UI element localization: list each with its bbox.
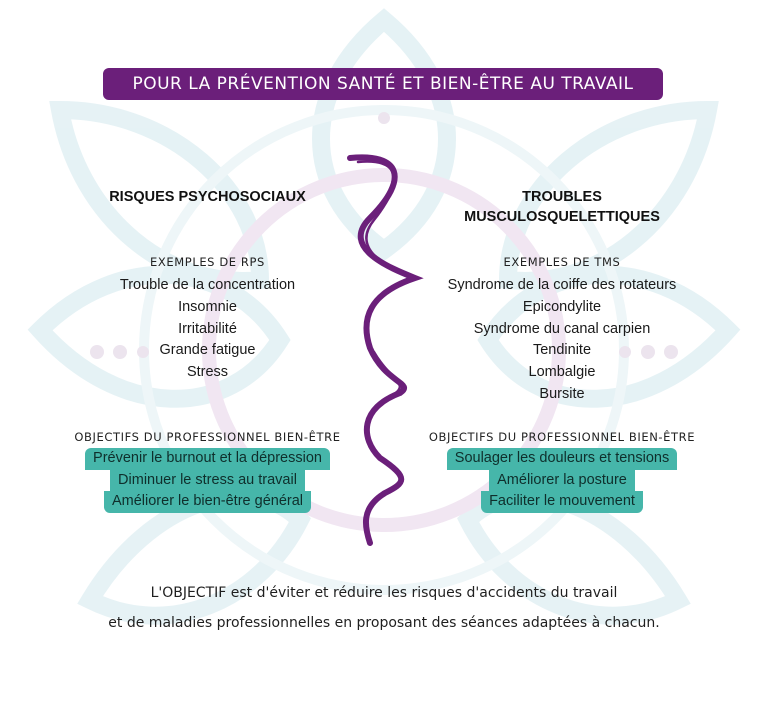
tms-objectives: [412, 448, 712, 513]
tms-heading-line1: TROUBLES: [522, 189, 602, 205]
rps-heading: RISQUES PSYCHOSOCIAUX: [109, 189, 306, 205]
list-item: Trouble de la concentration: [119, 277, 296, 293]
footer-text: [60, 578, 708, 638]
footer-line2: et de maladies professionnelles en proposant des séances adaptées à chacun.: [108, 615, 660, 631]
banner-title: POUR LA PRÉVENTION SANTÉ ET BIEN-ÊTRE AU TRAVAIL: [103, 68, 663, 100]
objective-pill: Faciliter le mouvement: [481, 491, 643, 513]
rps-examples-title: EXEMPLES DE RPS: [150, 255, 265, 269]
rps-objectives: [60, 448, 355, 513]
list-item: Tendinite: [532, 342, 592, 359]
list-item: Stress: [186, 364, 229, 381]
tms-examples-list: [412, 275, 712, 406]
list-item: Insomnie: [178, 298, 237, 315]
objective-pill: Prévenir le burnout et la dépression: [85, 448, 330, 470]
footer-line1: L'OBJECTIF est d'éviter et réduire les risques d'accidents du travail: [150, 585, 618, 601]
objective-pill: Soulager les douleurs et tensions: [447, 448, 677, 470]
list-item: Lombalgie: [528, 364, 596, 381]
rps-examples-list: [60, 275, 355, 384]
objective-pill: Diminuer le stress au travail: [110, 470, 305, 492]
tms-heading-line2: MUSCULOSQUELETTIQUES: [464, 209, 660, 225]
objective-pill: Améliorer le bien-être général: [104, 491, 311, 513]
list-item: Grande fatigue: [159, 342, 256, 359]
objective-pill: Améliorer la posture: [489, 470, 635, 492]
list-item: Epicondylite: [522, 298, 602, 315]
list-item: Syndrome de la coiffe des rotateurs: [447, 277, 677, 293]
rps-objectives-title: OBJECTIFS DU PROFESSIONNEL BIEN-ÊTRE: [74, 430, 341, 444]
list-item: Bursite: [539, 385, 585, 402]
list-item: Syndrome du canal carpien: [473, 320, 651, 337]
list-item: Irritabilité: [178, 320, 237, 337]
tms-heading: [412, 187, 712, 227]
tms-objectives-title: OBJECTIFS DU PROFESSIONNEL BIEN-ÊTRE: [428, 430, 696, 444]
tms-examples-title: EXEMPLES DE TMS: [503, 255, 621, 269]
